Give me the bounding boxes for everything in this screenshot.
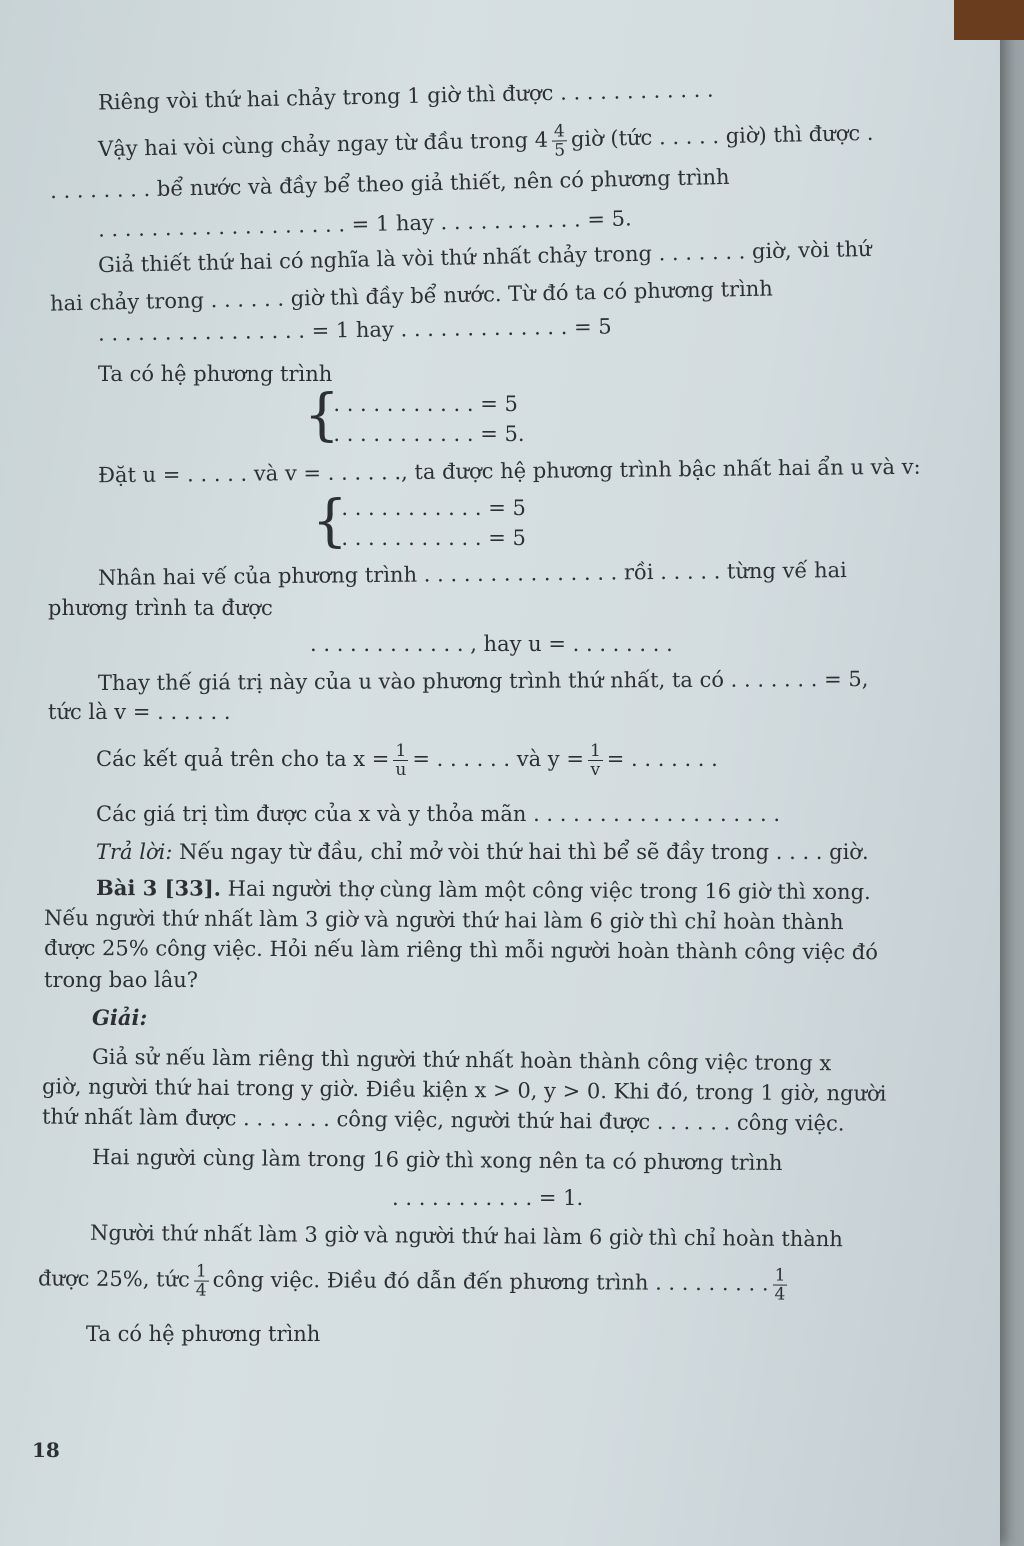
fraction: $\frac{1}{4}$ bbox=[774, 1265, 786, 1305]
text-line: hai chảy trong . . . . . . giờ thì đầy bể nước. Từ đó ta có phương trình bbox=[49, 276, 774, 316]
equation: . . . . . . . . . . . = 1. bbox=[392, 1186, 584, 1210]
text-line: Nếu người thứ nhất làm 3 giờ và người thứ hai làm 6 giờ thì chỉ hoàn thành bbox=[43, 905, 844, 935]
text-line: giờ, người thứ hai trong y giờ. Điều kiện x > 0, y > 0. Khi đó, trong 1 giờ, người bbox=[41, 1074, 887, 1106]
fraction: $\frac{1}{u}$ bbox=[395, 741, 407, 780]
text-line: . . . . . . . . . . . . . . . . = 1 hay . . . . . . . . . . . . . = 5 bbox=[97, 314, 612, 346]
equation: . . . . . . . . . . . . = 5 bbox=[320, 392, 518, 416]
text-line: Giả thiết thứ hai có nghĩa là vòi thứ nhất chảy trong . . . . . . . giờ, vòi thứ bbox=[97, 236, 872, 278]
brace-icon: { bbox=[312, 489, 348, 554]
text-line: phương trình ta được bbox=[48, 596, 273, 620]
fraction: $\frac{4}{5}$ bbox=[553, 121, 566, 161]
fraction: $\frac{1}{4}$ bbox=[195, 1261, 207, 1301]
text-line: Thay thế giá trị này của u vào phương trình thứ nhất, ta có . . . . . . . = 5, bbox=[97, 666, 869, 696]
equation: . . . . . . . . . . . . = 5 bbox=[328, 496, 526, 520]
text-line: Riêng vòi thứ hai chảy trong 1 giờ thì được . . . . . . . . . . . . bbox=[97, 77, 714, 115]
text-line: Các giá trị tìm được của x và y thỏa mãn . . . . . . . . . . . . . . . . . . . bbox=[96, 802, 781, 826]
text-line: Đặt u = . . . . . và v = . . . . . ., ta được hệ phương trình bậc nhất hai ẩn u và v: bbox=[97, 454, 921, 488]
text-line: Giả sử nếu làm riêng thì người thứ nhất hoàn thành công việc trong x bbox=[91, 1044, 832, 1076]
text-line: Người thứ nhất làm 3 giờ và người thứ hai làm 6 giờ thì chỉ hoàn thành bbox=[89, 1220, 843, 1252]
text-line: tức là v = . . . . . . bbox=[48, 700, 231, 724]
text-line: . . . . . . . . bể nước và đầy bể theo giả thiết, nên có phương trình bbox=[49, 164, 730, 204]
table-surface bbox=[954, 0, 1024, 40]
exercise-heading: Bài 3 [33]. Hai người thợ cùng làm một công việc trong 16 giờ thì xong. bbox=[95, 874, 871, 905]
text-line: trong bao lâu? bbox=[44, 968, 199, 992]
text-line: được 25% công việc. Hỏi nếu làm riêng thì mỗi người hoàn thành công việc đó bbox=[43, 935, 878, 965]
answer-line: Trả lời: Nếu ngay từ đầu, chỉ mở vòi thứ hai thì bể sẽ đầy trong . . . . giờ. bbox=[96, 840, 869, 864]
brace-icon: { bbox=[304, 383, 340, 448]
text-line: được 25%, tức $\frac{1}{4}$ công việc. Điều đó dẫn đến phương trình . . . . . . . . . $\frac{1}{4}$ bbox=[37, 1261, 786, 1305]
text-line: thứ nhất làm được . . . . . . . công việc, người thứ hai được . . . . . . công việc. bbox=[41, 1104, 845, 1136]
equation: . . . . . . . . . . . . = 5. bbox=[320, 422, 525, 446]
solution-heading: Giải: bbox=[92, 1005, 148, 1030]
text-line: Các kết quả trên cho ta x = $\frac{1}{u}$ = . . . . . . và y = $\frac{1}{v}$ = . . . . . . . bbox=[96, 741, 718, 780]
fraction: $\frac{1}{v}$ bbox=[589, 741, 601, 780]
text-line: Ta có hệ phương trình bbox=[98, 362, 333, 386]
page-number: 18 bbox=[32, 1438, 60, 1462]
text-line: . . . . . . . . . . . . . . . . . . . = 1 hay . . . . . . . . . . . = 5. bbox=[97, 206, 632, 242]
text-line: Vậy hai vòi cùng chảy ngay từ đầu trong 4 $\frac{4}{5}$ giờ (tức . . . . . giờ) thì được . bbox=[97, 120, 874, 162]
text-line: Ta có hệ phương trình bbox=[86, 1322, 321, 1346]
equation: . . . . . . . . . . . . = 5 bbox=[328, 526, 526, 550]
text-line: Hai người cùng làm trong 16 giờ thì xong nên ta có phương trình bbox=[91, 1144, 783, 1176]
text-line: Nhân hai vế của phương trình . . . . . . . . . . . . . . . rồi . . . . . từng vế hai bbox=[97, 558, 847, 590]
text-line: . . . . . . . . . . . . , hay u = . . . . . . . . bbox=[310, 632, 673, 656]
